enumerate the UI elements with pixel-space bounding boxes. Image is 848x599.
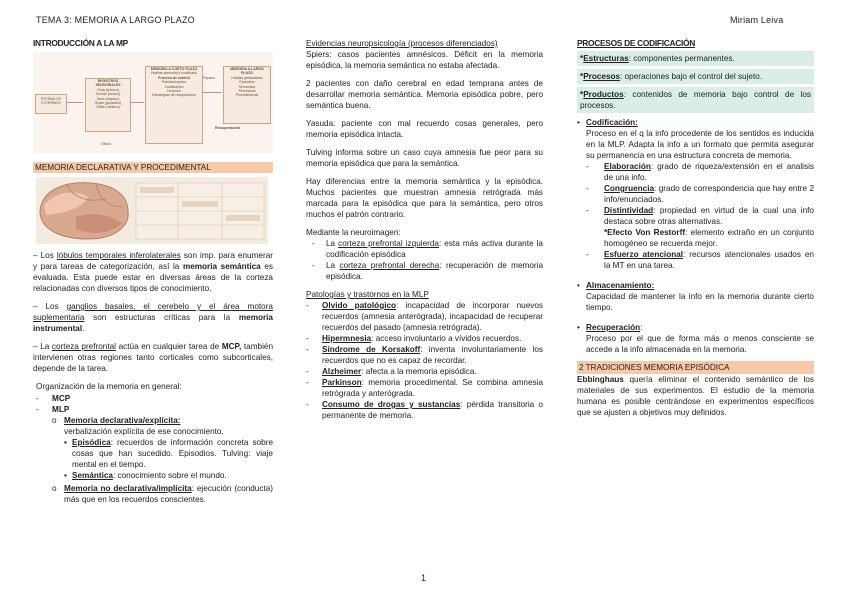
neuro-item-right: - La corteza prefrontal derecha: recuperación de memoria episódica. [312, 261, 544, 281]
products-definition: *Productos: contenidos de memoria bajo control de los procesos. [577, 87, 814, 113]
coding-item-elaboration: - Elaboración: grado de riqueza/extensión en el analisis de una info. [586, 162, 814, 182]
evidence-title: Evidencias neuropsicología (procesos diferenciados) [306, 39, 498, 48]
coding-description: Proceso en el q la info procedente de los sentidos es inducida en la MLP. Adapta la info a un formato que permita asegurar su permanencia en una estructura concreta de memoria. [586, 129, 814, 160]
pathologies-title: Patologías y trastornos en la MLP [306, 290, 429, 299]
brain-figure [36, 177, 268, 244]
paragraph-basal-ganglia: – Los ganglios basales, el cerebelo y el área motora suplementaria son estructuras críticas para la memoria instrumental. [33, 302, 273, 333]
diagram-long-term-box: MEMORIA A LARGO PLAZO Huellas perdurables Episódica Semántica Perceptual Procedimental [223, 66, 271, 124]
declarative-description: verbalización explícita de ese conocimiento. [64, 427, 224, 436]
episodic-traditions-title: 2 TRADICIONES MEMORIA EPISÓDICA [577, 361, 814, 374]
diagram-arrow [202, 92, 222, 93]
pathology-item: - Hipermnesia: acceso involuntario a vívidos recuerdos. [306, 334, 522, 343]
diagram-stimuli-box: ESTÍMULOS EXTERNOS [35, 94, 67, 114]
diagram-retrieval-label: Recuperación [215, 126, 241, 130]
pathology-item: - Olvido patológico: incapacidad de incorporar nuevos recuerdos (amnesia anterógrada), incapacidad de recuperar recuerdos del pasado (amnesia retrógrada). [306, 301, 543, 332]
evidence-paragraph-2: 2 pacientes con daño cerebral en edad temprana antes de desarrollar memoria semántica. Memoria episódica pobre, pero semántica buena. [306, 79, 543, 110]
list-item-declarative: o Memoria declarativa/explícita: [52, 416, 181, 425]
diagram-forgetting-label: Olvido [101, 142, 111, 146]
pathology-item: - Parkinson: memoria procedimental. Se combina amnesia retrógrada y anterógrada. [306, 378, 543, 398]
structures-definition: *Estructuras: componentes permanentes. [577, 51, 814, 66]
list-item-mlp: - MLP [36, 405, 70, 414]
coding-section: • Codificación: [577, 118, 638, 127]
pathology-item: - Alzheimer: afecta a la memoria episódica. [306, 367, 477, 376]
ebbinghaus-paragraph: Ebbinghaus quería eliminar el contenido semántico de los materiales de sus experimentos. El estudio de la memoria humana es posible centrándose en experimentos específicos que se ajusten a objetivos muy definidos. [577, 375, 814, 417]
diagram-arrow [67, 102, 83, 103]
page-number: 1 [421, 573, 427, 583]
declarative-procedural-title: MEMORIA DECLARATIVA Y PROCEDIMENTAL [33, 162, 273, 173]
organization-title: Organización de la memoria en general: [36, 382, 182, 391]
evidence-paragraph-4: Tulving informa sobre un caso cuya amnesia fue peor para su memoria episódica que para la semántica. [306, 148, 543, 168]
paragraph-prefrontal: – La corteza prefrontal actúa en cualquier tarea de MCP, también intervienen otras regiones tanto corticales como subcorticales, depende de la tarea. [33, 342, 273, 373]
list-item-semantic: ▪ Semántica: conocimiento sobre el mundo. [64, 471, 227, 480]
retrieval-description: Proceso por el que de forma más o menos consciente se accede a la info almacenada en la memoria. [586, 334, 814, 354]
coding-item-congruence: - Congruencia: grado de correspondencia que hay entre 2 info/enunciados. [586, 184, 814, 204]
coding-item-attention: - Esfuerzo atencional: recursos atencionales usados en la MT en una tarea. [586, 250, 814, 270]
pathology-item: - Síndrome de Korsakoff: inventa involuntariamente los recuerdos que no es capaz de recordar. [306, 345, 543, 365]
evidence-paragraph-3: Yasuda: paciente con mal recuerdo cosas generales, pero memoria episódica intacta. [306, 119, 543, 139]
neuro-item-left: - La corteza prefrontal izquierda: esta más activa durante la codificación episódica [312, 239, 543, 259]
list-item-nondeclarative: o Memoria no declarativa/implícita: ejecución (conducta) más que en los recuerdos conscientes. [52, 484, 273, 504]
storage-section: • Almacenamiento: [577, 281, 655, 290]
column-3 [577, 38, 814, 418]
document-title: TEMA 3: MEMORIA A LARGO PLAZO [36, 15, 195, 25]
column-1-text [33, 250, 273, 505]
intro-title: INTRODUCCIÓN A LA MP [33, 38, 128, 48]
memory-model-diagram [33, 52, 273, 153]
paragraph-temporal-lobes: – Los lóbulos temporales inferolaterales son imp. para enumerar y para tareas de categorización, así la memoria semántica es evaluada. Esta puede estar en diversas áreas de la corteza relacionadas con diversos tipos de conocimiento. [33, 251, 273, 293]
list-item-episodic: ▪ Episódica: recuerdos de información concreta sobre cosas que han sucedido. Episodios. Tulving: viaje mental en el tiempo. [64, 438, 273, 469]
diagram-rehearsal-label: Repaso [203, 76, 216, 80]
coding-processes-title: PROCESOS DE CODIFICACIÓN [577, 38, 695, 48]
retrieval-section: • Recuperación: [577, 323, 643, 332]
neuroimaging-title: Mediante la neuroimagen: [306, 228, 401, 237]
column-2 [306, 38, 543, 421]
processes-definition: *Procesos: operaciones bajo el control del sujeto. [577, 69, 814, 84]
diagram-arrow [130, 102, 144, 103]
author-name: Miriam Leiva [730, 15, 784, 25]
diagram-short-term-box: MEMORIA A CORTO PLAZO Huellas sensorial y codificado Proceso de control Práctica/repaso Codificación Decisión Estrategias de recuperación [145, 66, 203, 144]
brain-illustration [36, 177, 268, 244]
evidence-paragraph-5: Hay diferencias entre la memoria semántica y la episódica. Muchos pacientes que muestran amnesia retrógrada más marcada para la episódica que para la semántica, pero otros muchos el patrón contrario. [306, 177, 543, 219]
diagram-sensory-box: REGISTROS SENSORIALES Vista (icónico) Sonido (ecoico) Tacto (háptico) Gusto (gustativo) Olfato (olfativo) [85, 78, 131, 132]
list-item-mcp: - MCP [36, 394, 71, 403]
coding-item-distinctiveness: - Distintividad: propiedad en virtud de la cual una info destaca sobre otras alternativas. *Efecto Von Restorff: elemento extraño en un conjunto homogéneo se recuerda mejor. [586, 206, 815, 248]
storage-description: Capacidad de mantener la info en la memoria durante cierto tiempo. [586, 292, 814, 312]
pathology-item: - Consumo de drogas y sustancias: pérdida transitoria o permanente de memoria. [306, 400, 543, 420]
evidence-paragraph-1: Spiers: casos pacientes amnésicos. Déficit en la memoria episódica, la memoria semántica no estaba afectada. [306, 50, 543, 70]
column-1 [33, 38, 273, 49]
